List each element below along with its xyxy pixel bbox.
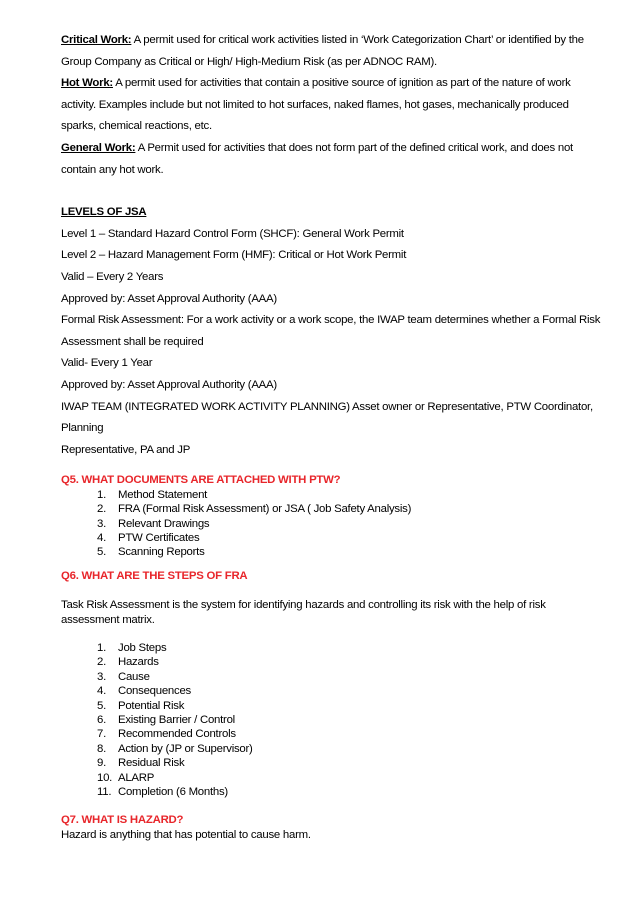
term-hot-work: Hot Work: (61, 77, 113, 90)
list-item: 3. Relevant Drawings (97, 517, 210, 530)
list-item: 10. ALARP (97, 771, 155, 784)
definition-text: A Permit used for activities that does not form part of the defined critical work, and does not contain any hot work. (61, 141, 573, 176)
list-item: 7. Recommended Controls (97, 728, 236, 741)
definition-general-work (61, 138, 601, 181)
q5-list (61, 488, 601, 560)
list-item: 2. Hazards (97, 656, 159, 669)
list-item: 1. Method Statement (97, 488, 208, 501)
levels-line: Level 1 – Standard Hazard Control Form (SHCF): General Work Permit (61, 227, 404, 240)
q6-list (61, 641, 601, 799)
list-item: 8. Action by (JP or Supervisor) (97, 742, 253, 755)
list-item: 6. Existing Barrier / Control (97, 713, 235, 726)
q6-intro: Task Risk Assessment is the system for identifying hazards and controlling its risk with the help of risk assessment matrix. (61, 599, 546, 626)
levels-line: IWAP TEAM (INTEGRATED WORK ACTIVITY PLANNING) Asset owner or Representative, PTW Coordinator, (61, 400, 593, 413)
list-item: 4. PTW Certificates (97, 531, 200, 544)
list-item: 1. Job Steps (97, 641, 167, 654)
definition-hot-work (61, 73, 601, 138)
definition-critical-work (61, 30, 601, 73)
list-item: 2. FRA (Formal Risk Assessment) or JSA ( Job Safety Analysis) (97, 503, 412, 516)
q5-heading: Q5. WHAT DOCUMENTS ARE ATTACHED WITH PTW? (61, 474, 341, 487)
list-item: 3. Cause (97, 670, 150, 683)
definition-text: A permit used for activities that contain a positive source of ignition as part of the nature of work activity. Examples include but not limited to hot surfaces, naked flames, hot gases, mechanically produced sparks, chemical reactions, etc. (61, 77, 571, 133)
document-page (61, 28, 601, 842)
levels-line: Valid- Every 1 Year (61, 357, 153, 370)
list-item: 11. Completion (6 Months) (97, 786, 228, 798)
levels-line: Representative, PA and JP (61, 443, 191, 456)
definition-text: A permit used for critical work activities listed in ‘Work Categorization Chart’ or identified by the Group Company as Critical or High/ High-Medium Risk (as per ADNOC RAM). (61, 34, 584, 68)
levels-line: Approved by: Asset Approval Authority (AAA) (61, 378, 277, 391)
q7-heading: Q7. WHAT IS HAZARD? (61, 814, 184, 827)
list-item: 5. Scanning Reports (97, 546, 205, 559)
term-critical-work: Critical Work: (61, 34, 132, 46)
levels-line: Formal Risk Assessment: For a work activity or a work scope, the IWAP team determines whether a Formal Risk Assessment shall be required (61, 314, 601, 348)
q6-heading: Q6. WHAT ARE THE STEPS OF FRA (61, 569, 248, 582)
list-item: 5. Potential Risk (97, 699, 185, 712)
levels-line: Approved by: Asset Approval Authority (AAA) (61, 292, 277, 305)
levels-line: Planning (61, 422, 104, 435)
levels-heading: LEVELS OF JSA (61, 206, 147, 219)
levels-line: Valid – Every 2 Years (61, 270, 164, 283)
q7-answer: Hazard is anything that has potential to cause harm. (61, 828, 311, 841)
levels-line: Level 2 – Hazard Management Form (HMF): Critical or Hot Work Permit (61, 249, 407, 262)
term-general-work: General Work: (61, 141, 136, 154)
list-item: 4. Consequences (97, 685, 191, 698)
list-item: 9. Residual Risk (97, 757, 185, 770)
